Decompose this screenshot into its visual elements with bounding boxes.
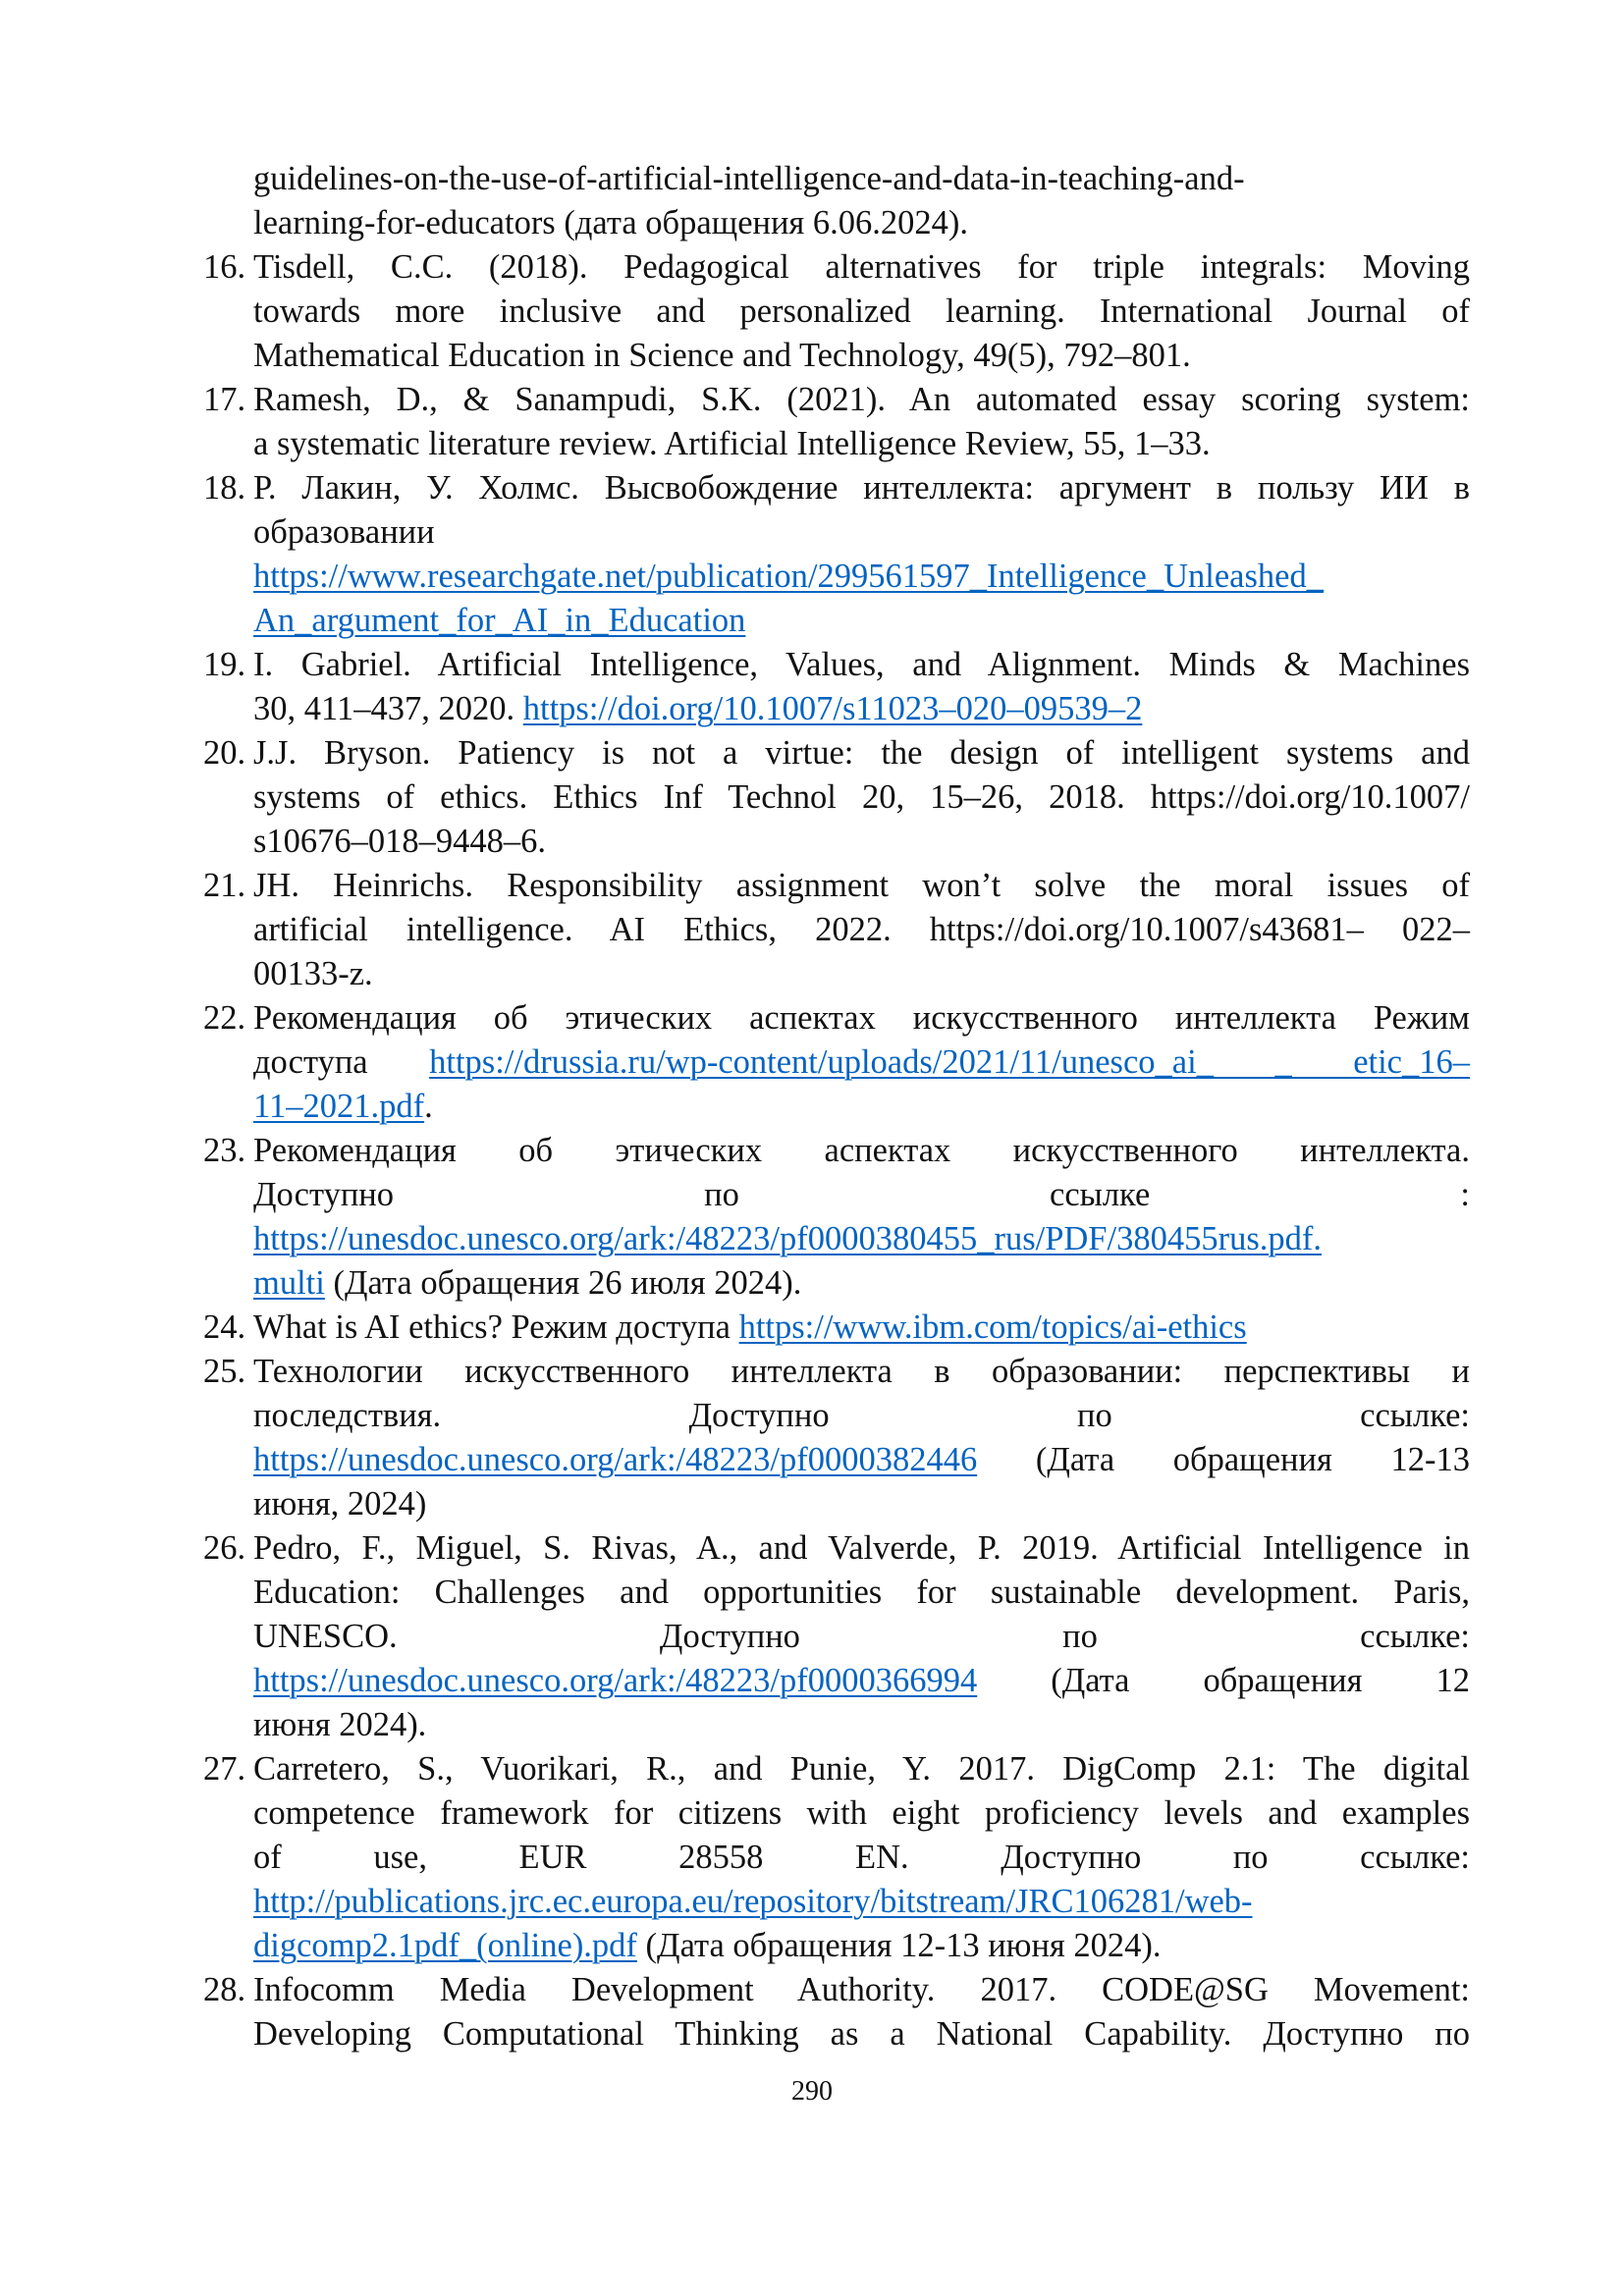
reference-text-segment: UNESCO. Доступно по ссылке:	[253, 1618, 1470, 1655]
reference-line	[203, 510, 1470, 555]
reference-text	[253, 1659, 1470, 1703]
reference-text	[253, 996, 1470, 1041]
reference-text-segment: What is AI ethics? Режим доступа	[253, 1308, 739, 1346]
reference-line	[203, 201, 1470, 245]
reference-item	[203, 996, 1470, 1129]
reference-line	[203, 378, 1470, 422]
reference-text	[253, 201, 1470, 245]
reference-text-segment: Carretero, S., Vuorikari, R., and Punie, Y. 2017. DigComp 2.1: The digital	[253, 1750, 1470, 1788]
reference-line	[203, 1438, 1470, 1482]
reference-text-segment: of use, EUR 28558 EN. Доступно по ссылке:	[253, 1839, 1470, 1876]
reference-link[interactable]: https://unesdoc.unesco.org/ark:/48223/pf0000380455_rus/PDF/380455rus.pdf.	[253, 1220, 1322, 1257]
reference-text	[253, 334, 1470, 378]
reference-line	[203, 290, 1470, 334]
reference-line	[203, 1482, 1470, 1526]
reference-line	[203, 1659, 1470, 1703]
reference-line	[203, 864, 1470, 908]
reference-text	[253, 952, 1470, 996]
reference-number: 22.	[203, 999, 246, 1037]
reference-text-segment: июня, 2024)	[253, 1485, 427, 1522]
reference-text-segment: Education: Challenges and opportunities for sustainable development. Paris,	[253, 1574, 1470, 1611]
reference-line	[203, 952, 1470, 996]
reference-line	[203, 731, 1470, 775]
reference-text-segment: Рекомендация об этических аспектах искусственного интеллекта.	[253, 1132, 1470, 1169]
reference-text-segment: (Дата обращения 12	[977, 1662, 1470, 1699]
reference-line	[203, 1703, 1470, 1747]
reference-text-segment: J.J. Bryson. Patiency is not a virtue: the design of intelligent systems and	[253, 734, 1470, 772]
reference-number: 17.	[203, 381, 246, 418]
reference-line	[203, 1968, 1470, 2012]
reference-item	[203, 1306, 1470, 1350]
reference-line	[203, 1394, 1470, 1438]
reference-text-segment: Ramesh, D., & Sanampudi, S.K. (2021). An automated essay scoring system:	[253, 381, 1470, 418]
reference-text	[253, 1217, 1470, 1261]
reference-link[interactable]: 11–2021.pdf	[253, 1088, 425, 1125]
reference-text-segment: Infocomm Media Development Authority. 2017. CODE@SG Movement:	[253, 1971, 1470, 2008]
reference-line	[203, 1261, 1470, 1306]
reference-line	[203, 1173, 1470, 1217]
reference-text-segment: systems of ethics. Ethics Inf Technol 20, 15–26, 2018. https://doi.org/10.1007/	[253, 778, 1470, 816]
reference-text	[253, 1924, 1470, 1968]
reference-number: 24.	[203, 1308, 246, 1346]
reference-link[interactable]: http://publications.jrc.ec.europa.eu/repository/bitstream/JRC106281/web-	[253, 1883, 1253, 1920]
reference-text-segment: (Дата обращения 26 июля 2024).	[324, 1264, 802, 1302]
reference-link[interactable]: An_argument_for_AI_in_Education	[253, 602, 746, 639]
reference-item	[203, 1526, 1470, 1747]
reference-text	[253, 555, 1470, 599]
reference-line	[203, 1041, 1470, 1085]
reference-text-segment: Доступно по ссылке :	[253, 1176, 1470, 1213]
reference-text	[253, 2012, 1470, 2056]
reference-line	[203, 1306, 1470, 1350]
reference-line	[203, 334, 1470, 378]
reference-text-segment: guidelines-on-the-use-of-artificial-intelligence-and-data-in-teaching-and-	[253, 160, 1245, 197]
reference-line	[203, 908, 1470, 952]
reference-link[interactable]: https://drussia.ru/wp-content/uploads/2021/11/unesco_ai_ _ etic_16–	[429, 1043, 1470, 1081]
reference-text	[253, 1482, 1470, 1526]
reference-line	[203, 820, 1470, 864]
reference-line	[203, 1217, 1470, 1261]
reference-number: 27.	[203, 1750, 246, 1788]
reference-line	[203, 1350, 1470, 1394]
reference-item	[203, 157, 1470, 245]
reference-text	[253, 1261, 1470, 1306]
reference-line	[203, 1085, 1470, 1129]
reference-item	[203, 731, 1470, 864]
reference-text	[253, 1526, 1470, 1571]
reference-text	[253, 908, 1470, 952]
reference-text-segment: Mathematical Education in Science and Technology, 49(5), 792–801.	[253, 337, 1191, 374]
reference-link[interactable]: digcomp2.1pdf_(online).pdf	[253, 1927, 637, 1964]
reference-number: 20.	[203, 734, 246, 772]
reference-text	[253, 1394, 1470, 1438]
reference-text-segment: (Дата обращения 12-13 июня 2024).	[636, 1927, 1162, 1964]
reference-line	[203, 775, 1470, 820]
reference-item	[203, 378, 1470, 466]
reference-text	[253, 1438, 1470, 1482]
reference-text	[253, 422, 1470, 466]
reference-line	[203, 555, 1470, 599]
reference-text-segment: .	[424, 1088, 433, 1125]
reference-item	[203, 466, 1470, 643]
reference-text-segment: 30, 411–437, 2020.	[253, 690, 523, 727]
reference-text	[253, 378, 1470, 422]
reference-text-segment: Developing Computational Thinking as a National Capability. Доступно по	[253, 2015, 1470, 2053]
reference-text	[253, 1747, 1470, 1791]
reference-text-segment: 00133-z.	[253, 955, 373, 992]
reference-text	[253, 687, 1470, 731]
reference-text	[253, 1703, 1470, 1747]
reference-line	[203, 643, 1470, 687]
reference-text-segment: июня 2024).	[253, 1706, 427, 1743]
reference-text-segment: Рекомендация об этических аспектах искусственного интеллекта Режим	[253, 999, 1470, 1037]
reference-text	[253, 1173, 1470, 1217]
reference-line	[203, 422, 1470, 466]
reference-line	[203, 1129, 1470, 1173]
reference-text	[253, 1085, 1470, 1129]
page-number: 290	[791, 2076, 833, 2107]
reference-text-segment: s10676–018–9448–6.	[253, 823, 547, 860]
reference-item	[203, 1350, 1470, 1526]
reference-text-segment: Tisdell, C.C. (2018). Pedagogical alternatives for triple integrals: Moving	[253, 248, 1470, 286]
reference-text	[253, 820, 1470, 864]
reference-number: 28.	[203, 1971, 246, 2008]
reference-text-segment: learning-for-educators (дата обращения 6.06.2024).	[253, 204, 969, 241]
reference-line	[203, 245, 1470, 290]
reference-line	[203, 466, 1470, 510]
reference-line	[203, 2012, 1470, 2056]
reference-text-segment: Технологии искусственного интеллекта в образовании: перспективы и	[253, 1353, 1470, 1390]
reference-text	[253, 1615, 1470, 1659]
reference-text	[253, 290, 1470, 334]
reference-text	[253, 157, 1470, 201]
reference-number: 26.	[203, 1529, 246, 1567]
reference-number: 25.	[203, 1353, 246, 1390]
reference-text-segment: доступа	[253, 1043, 430, 1081]
reference-text	[253, 775, 1470, 820]
reference-text	[253, 731, 1470, 775]
reference-item	[203, 864, 1470, 996]
reference-link[interactable]: https://www.ibm.com/topics/ai-ethics	[738, 1308, 1247, 1346]
reference-line	[203, 687, 1470, 731]
reference-line	[203, 996, 1470, 1041]
reference-text	[253, 245, 1470, 290]
reference-text	[253, 510, 1470, 555]
reference-line	[203, 1571, 1470, 1615]
reference-line	[203, 1615, 1470, 1659]
reference-text-segment: artificial intelligence. AI Ethics, 2022. https://doi.org/10.1007/s43681– 022–	[253, 911, 1470, 948]
reference-item	[203, 245, 1470, 378]
reference-text-segment: I. Gabriel. Artificial Intelligence, Values, and Alignment. Minds & Machines	[253, 646, 1470, 683]
reference-text	[253, 1571, 1470, 1615]
reference-text-segment: JH. Heinrichs. Responsibility assignment won’t solve the moral issues of	[253, 867, 1470, 904]
reference-number: 18.	[203, 469, 246, 507]
reference-link[interactable]: https://doi.org/10.1007/s11023–020–09539–2	[522, 690, 1143, 727]
reference-text-segment: Р. Лакин, У. Холмс. Высвобождение интеллекта: аргумент в пользу ИИ в	[253, 469, 1470, 507]
reference-text	[253, 466, 1470, 510]
reference-line	[203, 599, 1470, 643]
reference-text	[253, 643, 1470, 687]
reference-number: 19.	[203, 646, 246, 683]
reference-text	[253, 1306, 1470, 1350]
reference-text	[253, 1836, 1470, 1880]
reference-number: 23.	[203, 1132, 246, 1169]
reference-link[interactable]: multi	[253, 1264, 325, 1302]
reference-text-segment: (Дата обращения 12-13	[977, 1441, 1470, 1478]
reference-item	[203, 1747, 1470, 1968]
reference-text	[253, 599, 1470, 643]
reference-line	[203, 157, 1470, 201]
reference-text-segment: последствия. Доступно по ссылке:	[253, 1397, 1470, 1434]
reference-text	[253, 1791, 1470, 1836]
reference-text-segment: образовании	[253, 513, 435, 551]
reference-text-segment: towards more inclusive and personalized learning. International Journal of	[253, 293, 1470, 330]
reference-text	[253, 1129, 1470, 1173]
reference-line	[203, 1836, 1470, 1880]
reference-text	[253, 864, 1470, 908]
reference-line	[203, 1791, 1470, 1836]
reference-item	[203, 643, 1470, 731]
reference-item	[203, 1129, 1470, 1306]
reference-text	[253, 1880, 1470, 1924]
reference-text	[253, 1968, 1470, 2012]
reference-line	[203, 1924, 1470, 1968]
reference-link[interactable]: https://unesdoc.unesco.org/ark:/48223/pf0000366994	[253, 1662, 978, 1699]
reference-list	[203, 157, 1470, 2056]
reference-link[interactable]: https://www.researchgate.net/publication/299561597_Intelligence_Unleashed_	[253, 558, 1324, 595]
reference-line	[203, 1880, 1470, 1924]
reference-text-segment: Pedro, F., Miguel, S. Rivas, A., and Valverde, P. 2019. Artificial Intelligence in	[253, 1529, 1470, 1567]
reference-text-segment: competence framework for citizens with eight proficiency levels and examples	[253, 1794, 1470, 1832]
reference-link[interactable]: https://unesdoc.unesco.org/ark:/48223/pf0000382446	[253, 1441, 978, 1478]
reference-text	[253, 1350, 1470, 1394]
reference-text-segment: a systematic literature review. Artificial Intelligence Review, 55, 1–33.	[253, 425, 1211, 462]
reference-line	[203, 1526, 1470, 1571]
reference-text	[253, 1041, 1470, 1085]
reference-number: 21.	[203, 867, 246, 904]
reference-item	[203, 1968, 1470, 2056]
reference-line	[203, 1747, 1470, 1791]
reference-number: 16.	[203, 248, 246, 286]
